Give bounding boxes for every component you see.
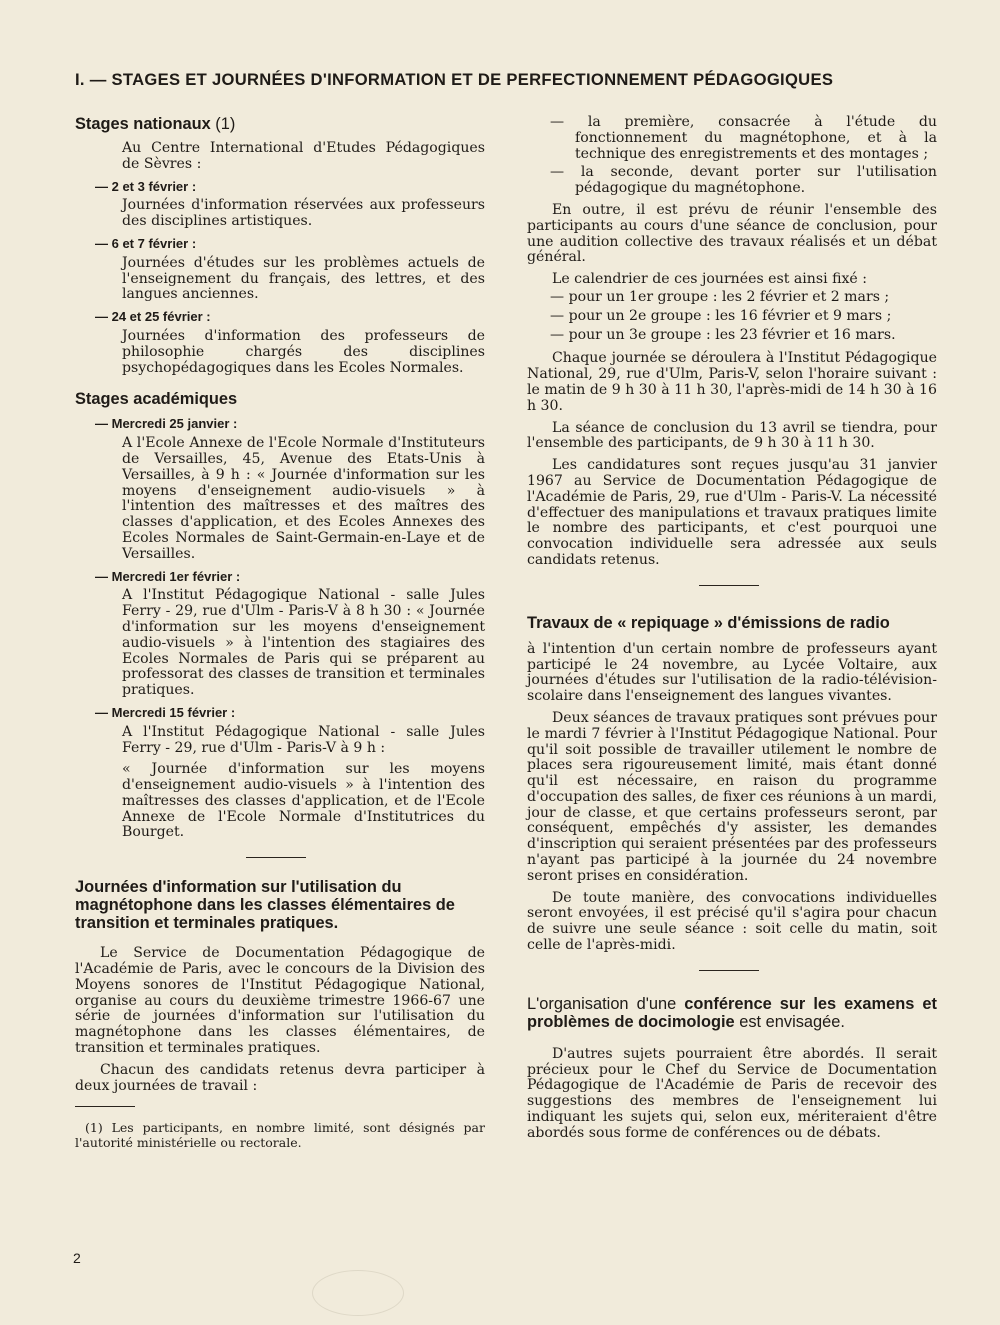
item-text: « Journée d'information sur les moyens d'enseignement audio-visuels » à l'intention des maîtresses des classes d'application, et de l'Ecole Annexe de l'Ecole Normale d'Institutrices du Bourget. bbox=[122, 761, 485, 841]
paragraph: Les candidatures sont reçues jusqu'au 31 janvier 1967 au Service de Documentation Pédagogique de l'Académie de Paris, 29, rue d'Ulm - Paris-V. La nécessité d'effectuer des manipulations et travaux pratiques limite le nombre des participants, et c'est pourquoi une convocation individuelle sera adressée aux seuls candidats retenus. bbox=[527, 457, 937, 568]
date-label: — Mercredi 1er février : bbox=[95, 568, 241, 584]
date-label: — 6 et 7 février : bbox=[95, 235, 197, 251]
item-text: A l'Institut Pédagogique National - salle Jules Ferry - 29, rue d'Ulm - Paris-V à 8 h 30 : « Journée d'information sur les moyens d'enseignement audio-visuels » à l'intention des stagiaires des Ecoles Normales de Paris qui se préparent au professorat des classes de transition et terminales pratiques. bbox=[122, 587, 485, 699]
paragraph: De toute manière, des convocations individuelles seront envoyées, il est précisé qu'il s'agira pour chacun de suivre une seule séance : soit celle du matin, soit celle de l'après-midi. bbox=[527, 889, 937, 954]
separator bbox=[699, 970, 759, 971]
date-label: — 24 et 25 février : bbox=[95, 309, 211, 325]
item-text: Journées d'information des professeurs de philosophie chargés des disciplines psychopédagogiques dans les Ecoles Normales. bbox=[122, 327, 485, 376]
heading-text: Stages nationaux bbox=[75, 115, 211, 133]
left-column bbox=[75, 115, 485, 1162]
footnote-rule bbox=[75, 1106, 135, 1107]
date-label: — Mercredi 25 janvier : bbox=[95, 416, 238, 432]
stages-academiques-heading: Stages académiques bbox=[75, 390, 238, 409]
repiquage-heading: Travaux de « repiquage » d'émissions de radio bbox=[527, 613, 890, 632]
paragraph: Le Service de Documentation Pédagogique de l'Académie de Paris, avec le concours de la Division des Moyens sonores de l'Institut Pédagogique National, organise au cours du deuxième trimestre 1966-67 une série de journées d'information sur l'utilisation du magnétophone dans les classes élémentaires, de transition et terminales pratiques. bbox=[75, 945, 485, 1057]
item-text: Journées d'études sur les problèmes actuels de l'enseignement du français, des lettres, et des langues anciennes. bbox=[122, 254, 485, 303]
conference-text: L'organisation d'une bbox=[527, 994, 677, 1013]
item-text: A l'Ecole Annexe de l'Ecole Normale d'Instituteurs de Versailles, 45, Avenue des Etats-Unis à Versailles, à 9 h : « Journée d'information sur les moyens d'enseignement audio-visuels » à l'intention des maîtresses et des maîtres des classes d'application, et des Ecoles Annexes des Ecoles Normales de Saint-Germain-en-Laye et de Versailles. bbox=[122, 435, 485, 562]
right-column bbox=[527, 115, 937, 1148]
conference-bold-text: conférence sur les examens et problèmes de docimologie bbox=[527, 994, 937, 1031]
paragraph: Le calendrier de ces journées est ainsi fixé : bbox=[552, 271, 867, 288]
conference-text: est envisagée. bbox=[739, 1012, 845, 1031]
dash-item: — la première, consacrée à l'étude du fonctionnement du magnétophone, et à la technique des enregistrements et des montages ; bbox=[550, 114, 937, 162]
paragraph: Chacun des candidats retenus devra participer à deux journées de travail : bbox=[75, 1061, 485, 1094]
group-item: — pour un 2e groupe : les 16 février et 9 mars ; bbox=[550, 307, 892, 324]
date-label: — 2 et 3 février : bbox=[95, 178, 197, 194]
group-item: — pour un 3e groupe : les 23 février et 16 mars. bbox=[550, 326, 896, 343]
paragraph: En outre, il est prévu de réunir l'ensemble des participants au cours d'une séance de conclusion, pour une audition collective des travaux réalisés et un débat général. bbox=[527, 201, 937, 266]
date-label: — Mercredi 15 février : bbox=[95, 704, 236, 720]
faded-stamp bbox=[312, 1270, 404, 1316]
item-text: A l'Institut Pédagogique National - salle Jules Ferry - 29, rue d'Ulm - Paris-V à 9 h : bbox=[122, 723, 485, 756]
paragraph: à l'intention d'un certain nombre de professeurs ayant participé le 24 novembre, au Lycée Voltaire, aux journées d'études sur l'utilisation de la radio-télévision-scolaire dans l'enseignement des langues vivantes. bbox=[527, 640, 937, 705]
conference-heading bbox=[527, 995, 937, 1031]
footnote: (1) Les participants, en nombre limité, sont désignés par l'autorité ministérielle ou rectorale. bbox=[75, 1119, 485, 1150]
page-title: I. — STAGES ET JOURNÉES D'INFORMATION ET DE PERFECTIONNEMENT PÉDAGOGIQUES bbox=[75, 70, 834, 89]
magnetophone-heading: Journées d'information sur l'utilisation du magnétophone dans les classes élémentaires de transition et terminales pratiques. bbox=[75, 878, 455, 933]
paragraph: Chaque journée se déroulera à l'Institut Pédagogique National, 29, rue d'Ulm, Paris-V, selon l'horaire suivant : le matin de 9 h 30 à 11 h 30, l'après-midi de 14 h 30 à 16 h 30. bbox=[527, 350, 937, 414]
stages-nationaux-heading bbox=[75, 115, 485, 133]
group-item: — pour un 1er groupe : les 2 février et 2 mars ; bbox=[550, 288, 890, 305]
paragraph: D'autres sujets pourraient être abordés. Il serait précieux pour le Chef du Service de Documentation Pédagogique de l'Académie de Paris de recevoir des suggestions des membres de l'enseignement lui indiquant les sujets qui, selon eux, mériteraient d'être abordés sous forme de conférences ou de débats. bbox=[527, 1045, 937, 1141]
footnote-ref: (1) bbox=[215, 115, 236, 133]
paragraph: Deux séances de travaux pratiques sont prévues pour le mardi 7 février à l'Institut Pédagogique National. Pour qu'il soit possible de travailler utilement le nombre de places sera rigoureusement limité, mais étant donné qu'il est nécessaire, en raison du programme d'occupation des salles, de fixer ces réunions à un mardi, jour de classe, et que certains professeurs seront, par conséquent, empêchés d'y assister, les demandes d'inscription qui seraient présentées par des professeurs n'ayant pas participé à la journée du 24 novembre seront prises en considération. bbox=[527, 709, 937, 884]
dash-item: — la seconde, devant porter sur l'utilisation pédagogique du magnétophone. bbox=[550, 164, 937, 197]
page-number: 2 bbox=[73, 1250, 81, 1266]
paragraph: La séance de conclusion du 13 avril se tiendra, pour l'ensemble des participants, de 9 h 30 à 11 h 30. bbox=[527, 419, 937, 452]
item-text: Journées d'information réservées aux professeurs des disciplines artistiques. bbox=[122, 197, 485, 230]
separator bbox=[246, 857, 306, 858]
intro-text: Au Centre International d'Etudes Pédagogiques de Sèvres : bbox=[122, 140, 485, 172]
separator bbox=[699, 585, 759, 586]
